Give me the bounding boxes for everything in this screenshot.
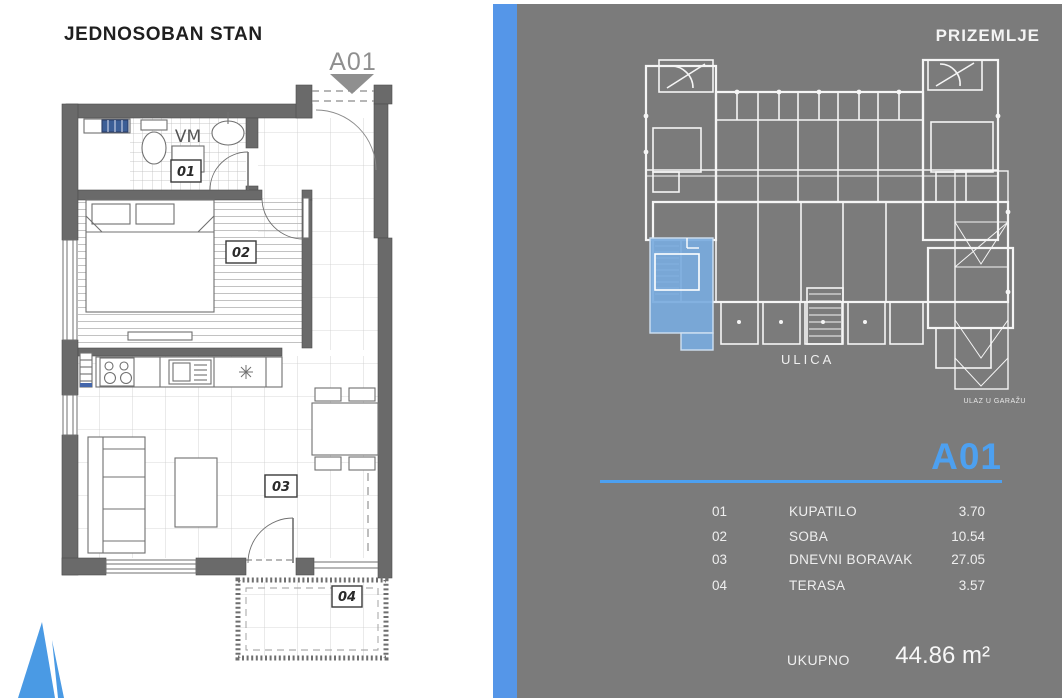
total-area-value: 44.86 m² [895,642,990,669]
apartment-floorplan [0,0,493,698]
room-area: 3.70 [958,504,985,519]
brand-logo-sail [0,618,80,698]
floor-level-label: PRIZEMLJE [935,26,1040,45]
pillow [136,204,174,224]
total-label: UKUPNO [787,652,850,668]
room-number: 01 [712,504,728,519]
room-name: SOBA [789,529,829,544]
table-row [493,578,1062,596]
unit-code: A01 [931,436,1002,477]
room-name: TERASA [789,578,846,593]
room-number: 04 [712,578,728,593]
dining-table [312,403,378,455]
chair [315,388,341,401]
radiator [80,353,92,387]
chair [315,457,341,470]
garage-entrance-label: ULAZ U GARAŽU [963,398,1026,405]
room-label-living: 03 [271,480,291,495]
kitchen [80,353,282,387]
coffee-table [175,458,217,527]
street-label: ULICA [781,352,835,367]
hall-floor-2 [312,238,378,350]
toilet-tank [141,120,167,130]
chair [349,388,375,401]
room-area: 3.57 [958,578,985,593]
pillow [92,204,130,224]
light-symbol [239,365,253,379]
room-area: 10.54 [951,529,985,544]
room-number: 03 [712,552,728,567]
sofa [88,437,145,553]
toilet [142,132,166,164]
room-number: 02 [712,529,728,544]
room-label-bedroom: 02 [231,246,251,261]
bed-bench [128,332,192,340]
room-label-bathroom: 01 [176,165,196,180]
table-row [493,529,1062,547]
room-area: 27.05 [951,552,985,567]
washing-machine-label: VM [174,127,202,147]
room-name: DNEVNI BORAVAK [789,552,913,567]
table-row [493,504,1062,522]
room-name: KUPATILO [789,504,857,519]
chair [349,457,375,470]
bedroom-door-leaf [303,198,309,238]
area-table [493,4,1062,698]
info-panel [493,4,1062,698]
room-label-terrace: 04 [337,590,357,605]
sink [212,121,244,145]
unit-marker-label: A01 [329,48,377,76]
page-title: JEDNOSOBAN STAN [64,24,263,45]
table-row [493,552,1062,570]
